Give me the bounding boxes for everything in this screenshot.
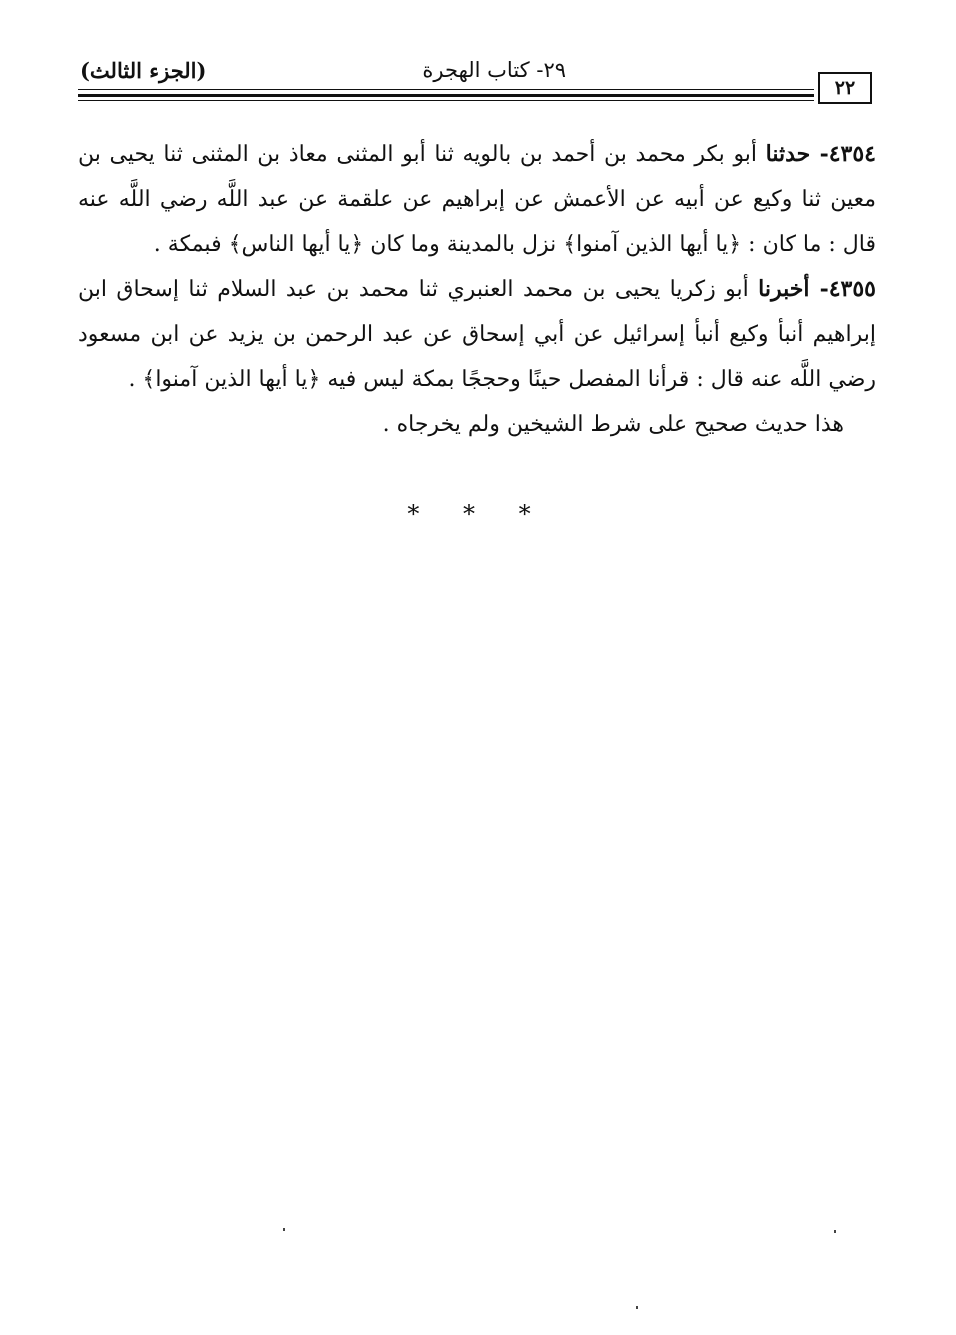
header-rule-thin [78, 89, 814, 90]
hadith-text: أبو زكريا يحيى بن محمد العنبري ثنا محمد بن عبد السلام ثنا إسحاق ابن إبراهيم أنبأ وكيع أنبأ إسرائيل عن أبي إسحاق عن عبد الرحمن بن يزيد عن ابن مسعود رضي اللَّه عنه قال : قرأنا المفصل حينًا وحججًا بمكة ليس فيه ﴿يا أيها الذين آمنوا﴾ . [78, 277, 876, 392]
page-number [818, 72, 872, 104]
hadith-entry [78, 132, 876, 267]
header-rule-thick [78, 94, 814, 97]
header-rule-thin-lower [78, 100, 814, 101]
hadith-number: ٤٣٥٤ [828, 141, 876, 167]
hadith-verb: حدثنا [765, 141, 811, 167]
chapter-title: ٢٩- كتاب الهجرة [422, 58, 566, 82]
hadith-grading: هذا حديث صحيح على شرط الشيخين ولم يخرجاه . [382, 412, 844, 437]
scan-speck [834, 1230, 836, 1233]
hadith-dash: - [809, 276, 829, 302]
volume-label: (الجزء الثالث) [80, 58, 207, 83]
page-header [78, 52, 876, 112]
hadith-entry [78, 267, 876, 402]
scan-speck [636, 1306, 638, 1309]
section-separator: * * * [407, 500, 549, 528]
hadith-verb: أخبرنا [758, 276, 810, 302]
hadith-dash: - [810, 141, 829, 167]
page-body [78, 132, 876, 447]
hadith-text: أبو بكر محمد بن أحمد بن بالويه ثنا أبو المثنى معاذ بن المثنى ثنا يحيى بن معين ثنا وكيع عن أبيه عن الأعمش عن إبراهيم عن علقمة عن عبد اللَّه رضي اللَّه عنه قال : ما كان : ﴿يا أيها الذين آمنوا﴾ نزل بالمدينة وما كان ﴿يا أيها الناس﴾ فبمكة . [78, 142, 876, 257]
page-number-text: ٢٢ [834, 77, 856, 99]
hadith-number: ٤٣٥٥ [828, 276, 876, 302]
scan-speck [283, 1228, 285, 1231]
